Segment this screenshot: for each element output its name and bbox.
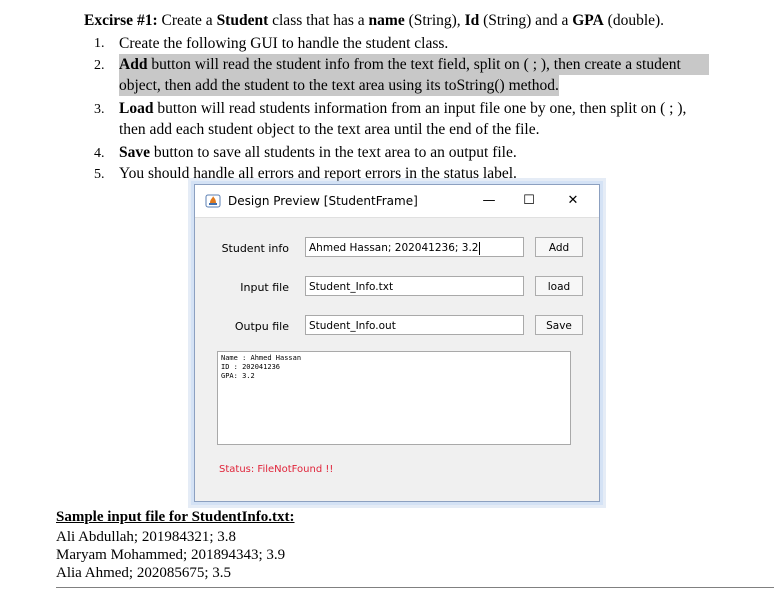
students-text-area[interactable]: Name : Ahmed Hassan ID : 202041236 GPA: 3.2 [217,351,571,445]
output-file-field[interactable]: Student_Info.out [305,315,524,335]
input-file-field[interactable]: Student_Info.txt [305,276,524,296]
list-item-3-line2: then add each student object to the text area until the end of the file. [119,121,540,138]
student-info-label: Student info [221,242,289,255]
maximize-button[interactable]: ☐ [523,193,535,208]
list-item-text: button will read students information from an input file one by one, then split on ( ; ), [153,100,687,117]
window-title: Design Preview [StudentFrame] [228,194,418,208]
list-item-2-line2: object, then add the student to the text area using its toString() method. [119,77,559,94]
sample-line-3: Alia Ahmed; 202085675; 3.5 [56,565,231,581]
list-number: 2. [94,58,105,73]
list-item-5: You should handle all errors and report errors in the status label. [119,165,517,182]
title-text: Create a [157,12,217,29]
save-button[interactable]: Save [535,315,583,335]
student-info-input[interactable] [305,237,524,257]
title-text: class that has a [268,12,369,29]
save-keyword: Save [119,144,150,161]
load-keyword: Load [119,100,154,117]
divider [56,587,774,588]
title-id: Id [464,12,480,29]
list-item-4 [119,142,517,163]
output-file-label: Outpu file [234,320,289,333]
close-button[interactable]: ✕ [567,193,579,208]
title-student: Student [216,12,269,29]
title-name: name [368,12,405,29]
sample-line-1: Ali Abdullah; 201984321; 3.8 [56,529,236,545]
title-text: (String) and a [479,12,573,29]
list-number: 4. [94,146,105,161]
list-item-text: button to save all students in the text area to an output file. [150,144,517,161]
list-item-text: button will read the student info from the text field, split on ( ; ), then create a student [147,56,681,73]
exercise-label: Excirse #1: [84,12,158,29]
status-label: Status: FileNotFound !! [219,464,334,475]
title-text: (String), [404,12,465,29]
list-number: 3. [94,102,105,117]
design-preview-window [194,184,600,502]
text-caret [479,242,480,255]
list-number: 1. [94,36,105,51]
exercise-title [84,11,664,31]
sample-input-title: Sample input file for StudentInfo.txt: [56,509,295,525]
add-keyword: Add [119,56,148,73]
window-titlebar[interactable] [195,185,599,218]
list-number: 5. [94,167,105,182]
list-item-2-line1 [119,54,709,75]
student-info-value: Ahmed Hassan; 202041236; 3.2 [309,242,479,254]
minimize-button[interactable]: — [482,193,496,208]
title-gpa: GPA [572,12,604,29]
load-button[interactable]: load [535,276,583,296]
sample-line-2: Maryam Mohammed; 201894343; 3.9 [56,547,286,563]
java-icon [205,193,221,213]
list-item-1: Create the following GUI to handle the student class. [119,35,449,52]
title-text: (double). [603,12,665,29]
list-item-3-line1 [119,98,686,119]
add-button[interactable]: Add [535,237,583,257]
input-file-label: Input file [240,281,289,294]
